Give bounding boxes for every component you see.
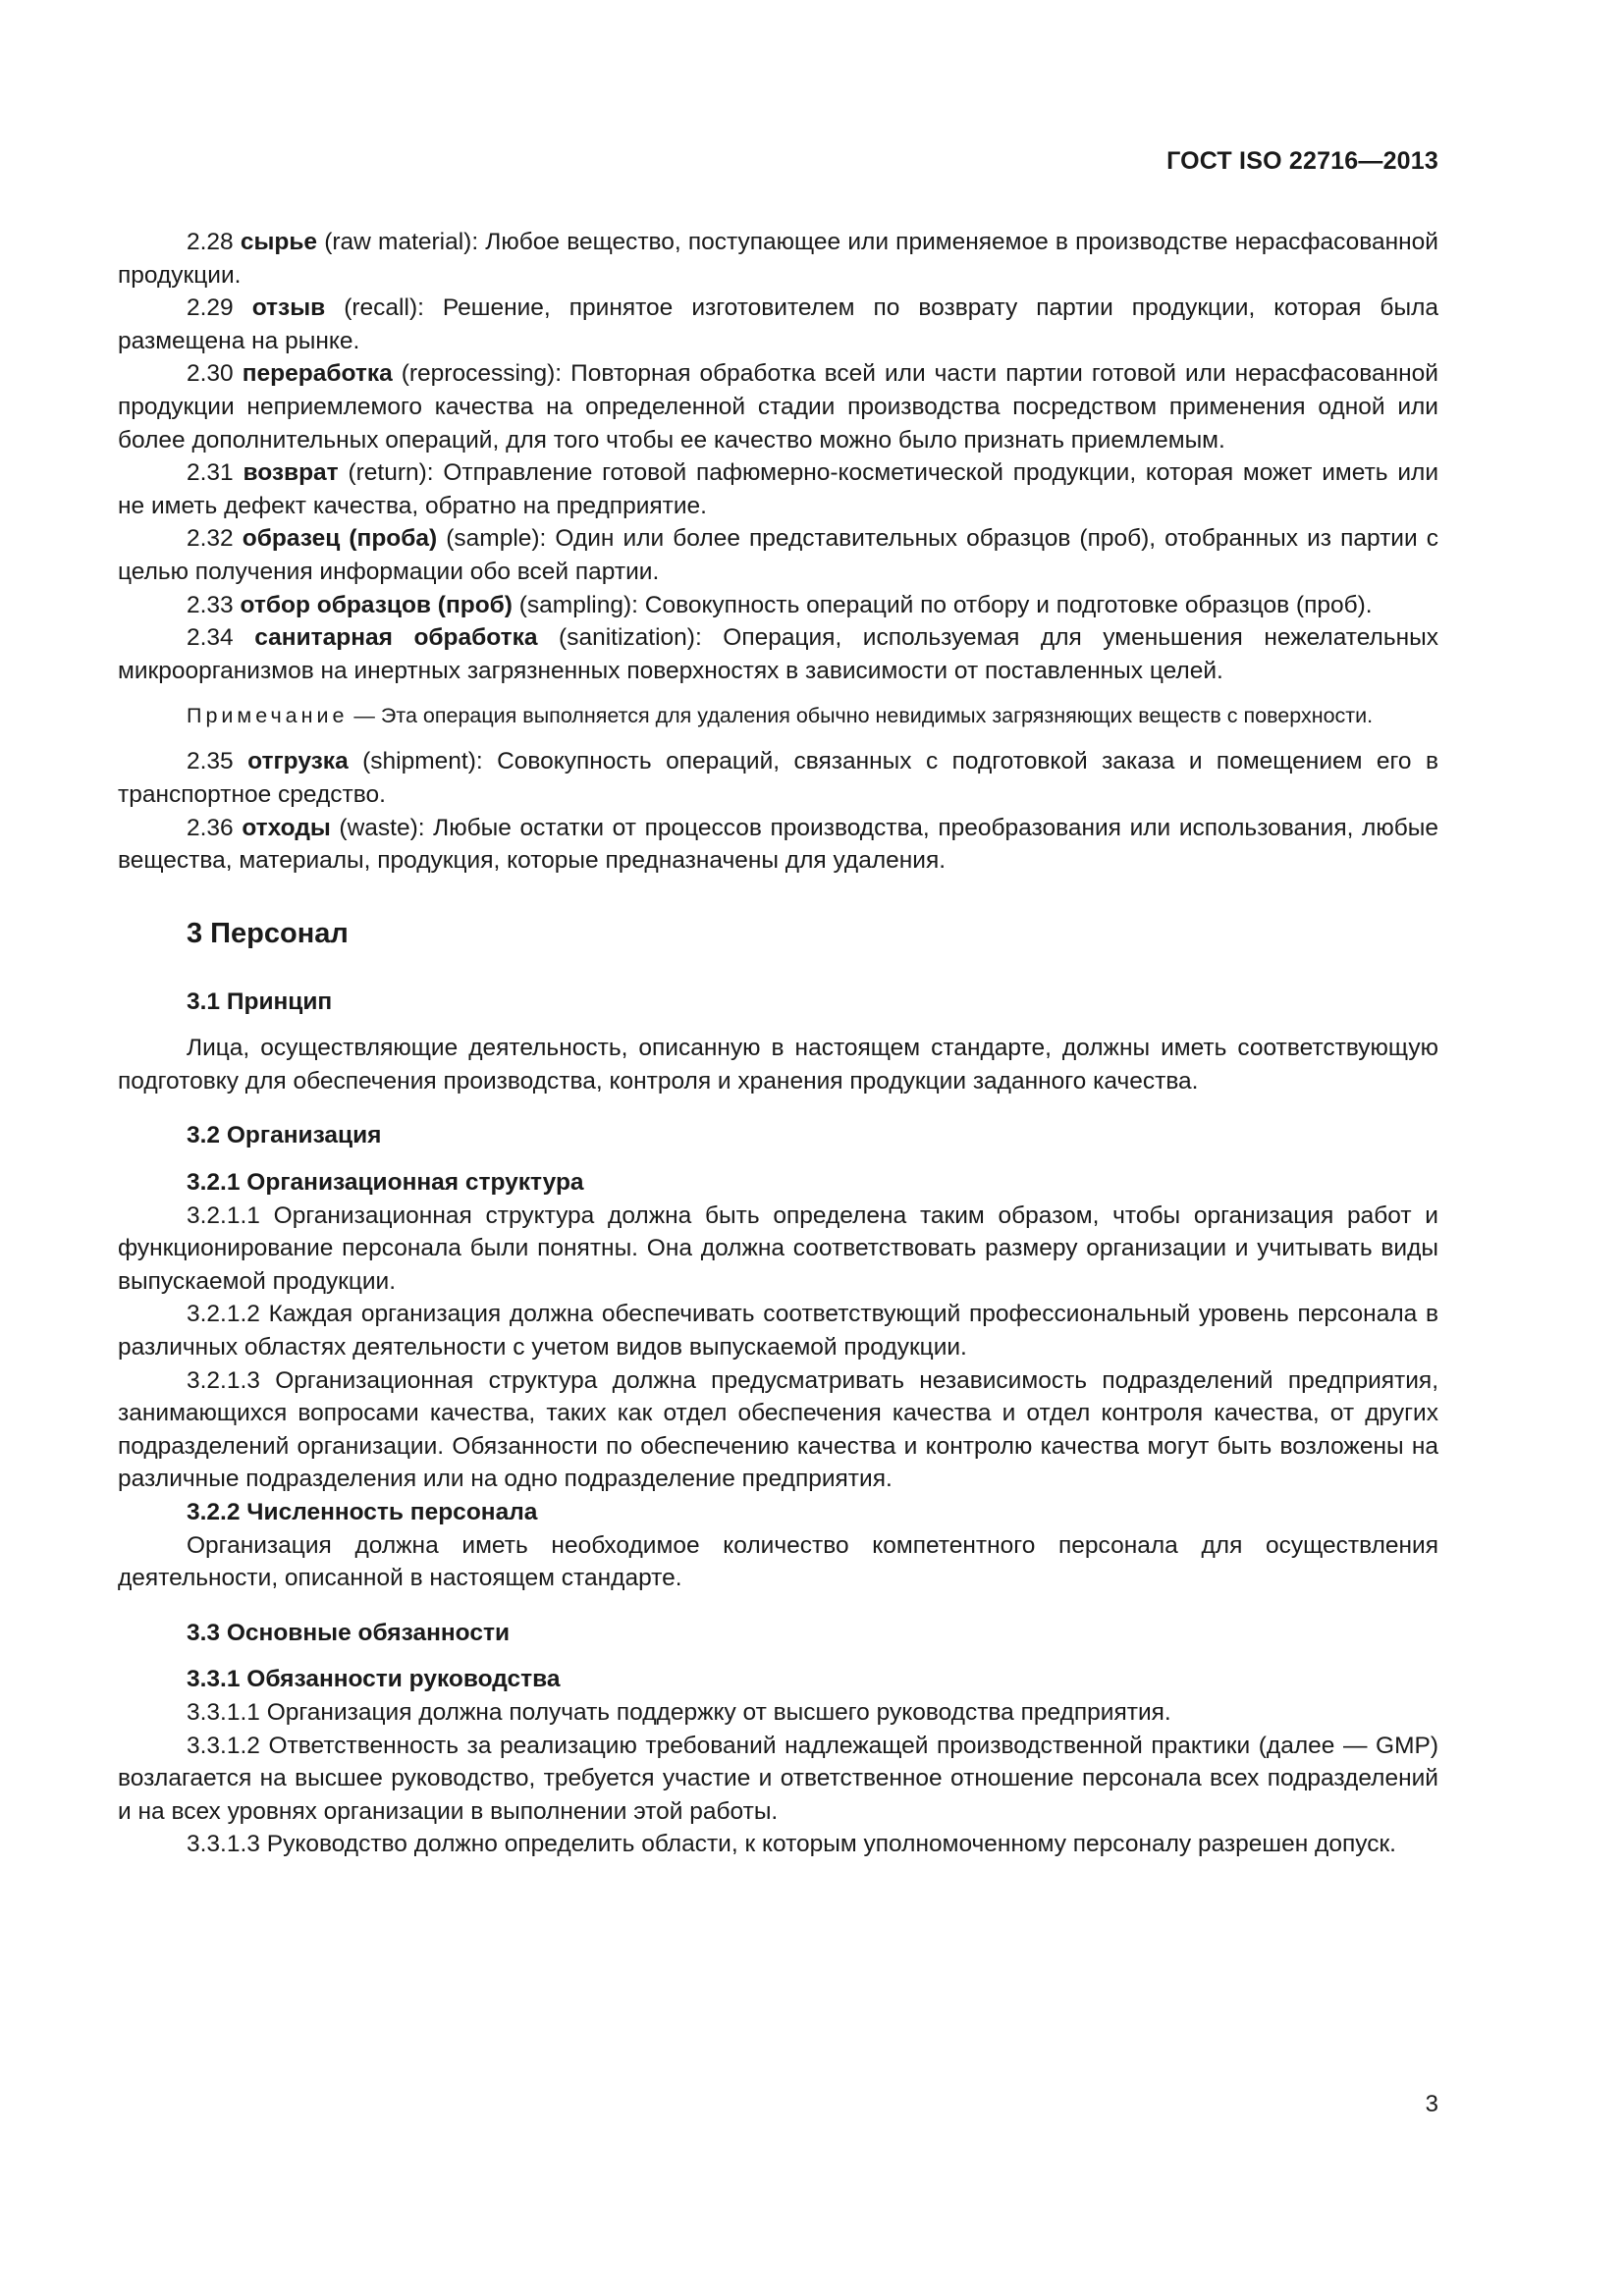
- term-2-35: 2.35 отгрузка (shipment): Совокупность операций, связанных с подготовкой заказа и помещением его в транспортное средство.: [118, 748, 1439, 808]
- section-3-2-2-heading: 3.2.2 Численность персонала: [187, 1499, 538, 1525]
- paragraph-3-2-1-3: 3.2.1.3 Организационная структура должна предусматривать независимость подразделений предприятия, занимающихся вопросами качества, таких как отдел обеспечения качества и отдел контроля качества, от других подразделений организации. Обязанности по обеспечению качества и контролю качества могут быть возложены на различные подразделения или на одно подразделение предприятия.: [118, 1366, 1438, 1493]
- term-2-29: 2.29 отзыв (recall): Решение, принятое изготовителем по возврату партии продукции, которая была размещена на рынке.: [118, 294, 1438, 354]
- term-2-32: 2.32 образец (проба) (sample): Один или более представительных образцов (проб), отобранных из партии с целью получения информации обо всей партии.: [118, 525, 1438, 585]
- paragraph-3-3-1-1: 3.3.1.1 Организация должна получать поддержку от высшего руководства предприятия.: [187, 1698, 1171, 1726]
- section-3-3-1-heading: 3.3.1 Обязанности руководства: [187, 1666, 561, 1693]
- term-2-34: 2.34 санитарная обработка (sanitization): Операция, используемая для уменьшения нежелательных микроорганизмов на инертных загрязненных поверхностях в зависимости от поставленных целей.: [118, 624, 1439, 684]
- note-label: Примечание: [187, 704, 349, 728]
- document-body: [118, 226, 1438, 1861]
- term-2-28: 2.28 сырье (raw material): Любое вещество, поступающее или применяемое в производстве нерасфасованной продукции.: [118, 229, 1438, 289]
- section-3-heading: 3 Персонал: [187, 917, 349, 949]
- term-2-30: 2.30 переработка (reprocessing): Повторная обработка всей или части партии готовой или нерасфасованной продукции неприемлемого качества на определенной стадии производства посредством применения одной или более дополнительных операций, для того чтобы ее качество можно было признать приемлемым.: [118, 360, 1438, 454]
- paragraph-3-3-1-2: 3.3.1.2 Ответственность за реализацию требований надлежащей производственной практики (далее — GMP) возлагается на высшее руководство, требуется участие и ответственное отношение персонала всех подразделений и на всех уровнях организации в выполнении этой работы.: [118, 1732, 1438, 1825]
- section-3-2-1-heading: 3.2.1 Организационная структура: [187, 1169, 584, 1197]
- term-2-36: 2.36 отходы (waste): Любые остатки от процессов производства, преобразования или использования, любые вещества, материалы, продукция, которые предназначены для удаления.: [118, 814, 1438, 875]
- section-3-2-2-text: Организация должна иметь необходимое количество компетентного персонала для осуществления деятельности, описанной в настоящем стандарте.: [118, 1531, 1438, 1592]
- section-3-1-text: Лица, осуществляющие деятельность, описанную в настоящем стандарте, должны иметь соответствующую подготовку для обеспечения производства, контроля и хранения продукции заданного качества.: [118, 1035, 1438, 1095]
- section-3-1-heading: 3.1 Принцип: [187, 988, 333, 1015]
- note-text: — Эта операция выполняется для удаления обычно невидимых загрязняющих веществ с поверхности.: [348, 704, 1374, 728]
- section-3-2-heading: 3.2 Организация: [187, 1122, 382, 1149]
- document-page: [118, 0, 1438, 2296]
- page-number: 3: [1425, 2091, 1438, 2117]
- section-3-3-heading: 3.3 Основные обязанности: [187, 1619, 511, 1646]
- paragraph-3-3-1-3: 3.3.1.3 Руководство должно определить области, к которым уполномоченному персоналу разрешен допуск.: [187, 1831, 1396, 1858]
- term-2-31: 2.31 возврат (return): Отправление готовой пафюмерно-косметической продукции, которая может иметь или не иметь дефект качества, обратно на предприятие.: [118, 459, 1439, 519]
- paragraph-3-2-1-2: 3.2.1.2 Каждая организация должна обеспечивать соответствующий профессиональный уровень персонала в различных областях деятельности с учетом видов выпускаемой продукции.: [118, 1301, 1438, 1362]
- note: [118, 701, 1438, 731]
- document-header: ГОСТ ISO 22716—2013: [1166, 147, 1438, 175]
- term-2-33: 2.33 отбор образцов (проб) (sampling): Совокупность операций по отбору и подготовке образцов (проб).: [187, 591, 1373, 618]
- paragraph-3-2-1-1: 3.2.1.1 Организационная структура должна быть определена таким образом, чтобы организация работ и функционирование персонала были понятны. Она должна соответствовать размеру организации и учитывать виды выпускаемой продукции.: [118, 1201, 1438, 1295]
